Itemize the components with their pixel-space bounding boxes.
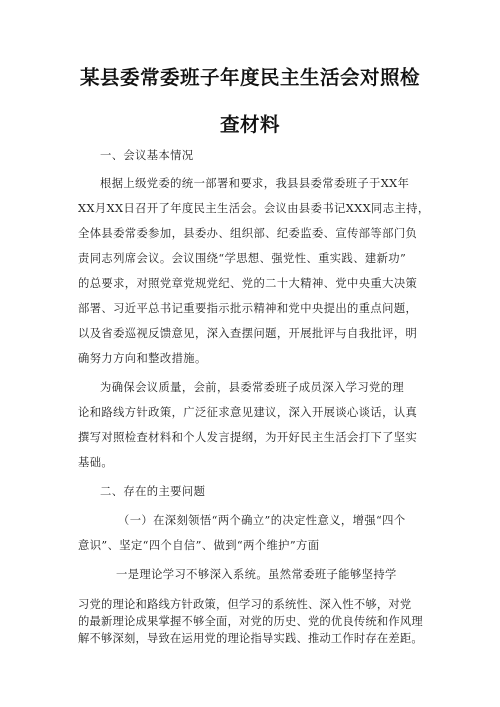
paragraph-3-line-3: 的最新理论成果掌握不够全面，对党的历史、党的优良传统和作风理 [78,615,423,628]
paragraph-1-line-4: 责同志列席会议。会议围绕“学思想、强党性、重实践、建新功” [78,252,407,265]
paragraph-2-line-2: 论和路线方针政策，广泛征求意见建议，深入开展谈心谈话，认真 [78,406,418,419]
paragraph-2-line-3: 撰写对照检查材料和个人发言提纲，为开好民主生活会打下了坚实 [78,431,418,444]
subsection-heading-line-1: （一）在深刻领悟“两个确立”的决定性意义，增强“四个 [118,514,406,527]
paragraph-2-line-1: 为确保会议质量，会前，县委常委班子成员深入学习党的理 [100,381,405,394]
paragraph-1-line-2: XX月XX日召开了年度民主生活会。会议由县委书记XXX同志主持， [78,202,430,215]
section-heading-2: 二、存在的主要问题 [100,485,206,498]
section-heading-1: 一、会议基本情况 [100,149,194,162]
paragraph-3-line-2: 习党的理论和路线方针政策，但学习的系统性、深入性不够，对党 [78,598,412,611]
paragraph-1-line-7: 以及省委巡视反馈意见，深入查摆问题，开展批评与自我批评，明 [78,327,418,340]
paragraph-1-line-3: 全体县委常委参加，县委办、组织部、纪委监委、宣传部等部门负 [78,227,418,240]
paragraph-3-line-4: 解不够深刻，导致在运用党的理论指导实践、推动工作时存在差距。 [78,632,423,645]
paragraph-1-line-5: 的总要求，对照党章党规党纪、党的二十大精神、党中央重大决策 [78,277,418,290]
paragraph-1-line-1: 根据上级党委的统一部署和要求，我县县委常委班子于XX年 [100,177,410,190]
document-title-continued: 查材料 [219,113,280,136]
paragraph-2-line-4: 基础。 [78,456,114,469]
paragraph-1-line-8: 确努力方向和整改措施。 [78,352,207,365]
paragraph-3-line-1: 一是理论学习不够深入系统。虽然常委班子能够坚持学 [116,568,397,581]
subsection-heading-line-2: 意识”、坚定“四个自信”、做到“两个维护”方面 [78,539,320,552]
document-title: 某县委常委班子年度民主生活会对照检 [79,66,420,89]
paragraph-1-line-6: 部署、习近平总书记重要指示批示精神和党中央提出的重点问题， [78,302,418,315]
